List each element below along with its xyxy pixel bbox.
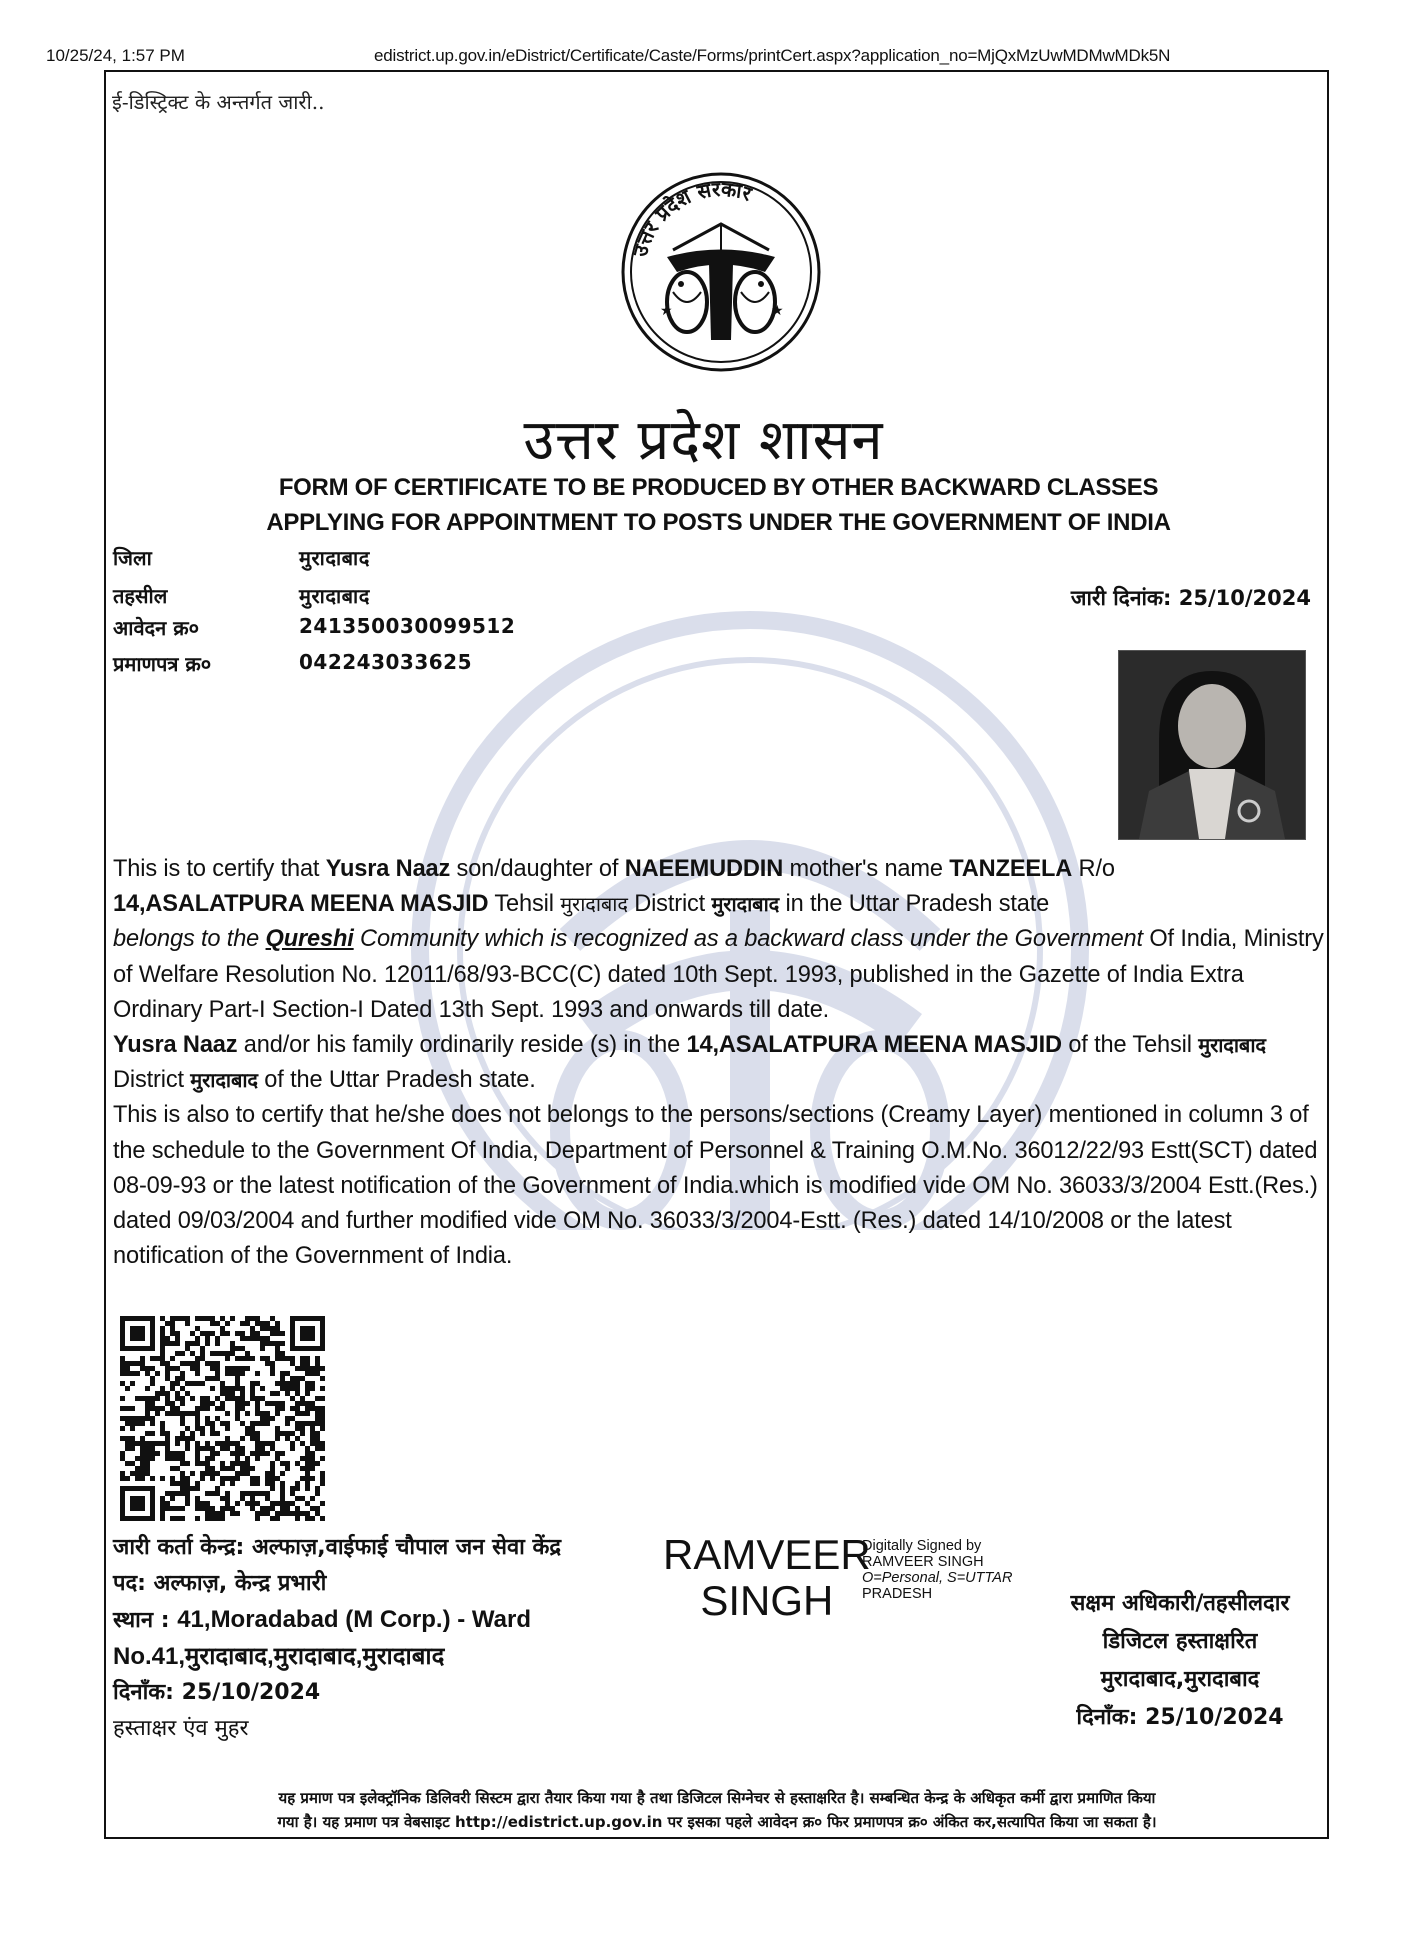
body-paragraph-3: This is also to certify that he/she does not belongs to the persons/sections (Creamy Layer) mentioned in column 3 of the schedule to the Government Of India, Department of Personnel & Training O.M.No. 36012/22/93 Estt(SCT) dated 08-09-93 or the latest notification of the Government of India.which is modified vide OM No. 36033/3/2004 Estt.(Res.) dated 09/03/2004 and further modified vide OM No. 36033/3/2004-Estt. (Res.) dated 14/10/2008 or the latest notification of the Government of India. xyxy=(113,1102,1318,1270)
issuer-date: दिनाँक: 25/10/2024 xyxy=(113,1680,321,1705)
district-label: जिला xyxy=(113,546,152,570)
footer-note: यह प्रमाण पत्र इलेक्ट्रॉनिक डिलिवरी सिस्टम द्वारा तैयार किया गया है तथा डिजिटल सिग्नेचर से हस्ताक्षरित है। सम्बन्धित केन्द्र के अधिकृत कर्मी द्वारा प्रमाणित किया गया है। यह प्रमाण पत्र वेबसाइट http://edistrict.up.gov.in पर इसका पहले आवेदन क्र० फिर प्रमाणपत्र क्र० अंकित कर,सत्यापित किया जा सकता है। xyxy=(277,1789,1157,1831)
digital-signature-name: RAMVEER SINGH xyxy=(663,1531,871,1624)
emblem-lettering: उत्तर प्रदेश सरकार xyxy=(627,176,755,260)
body-tehsil: मुरादाबाद xyxy=(560,892,628,917)
svg-text:★: ★ xyxy=(771,302,784,318)
officer-place: मुरादाबाद,मुरादाबाद xyxy=(1100,1667,1260,1692)
up-emblem-icon xyxy=(615,172,827,372)
applicant-photo-icon xyxy=(1118,650,1306,840)
community-name: Qureshi xyxy=(265,926,354,953)
issue-date-label: जारी दिनांक: xyxy=(1070,586,1172,610)
body-paragraph-2: Yusra Naaz and/or his family ordinarily reside (s) in the 14,ASALATPURA MEENA MASJID of the Tehsil मुरादाबाद District मुरादाबाद of the Uttar Pradesh state. xyxy=(113,1032,1266,1094)
officer-title: सक्षम अधिकारी/तहसीलदार xyxy=(1070,1591,1290,1616)
mother-name: TANZEELA xyxy=(949,856,1073,882)
qr-code-icon[interactable] xyxy=(120,1316,325,1521)
application-no-value: 241350030099512 xyxy=(299,614,516,638)
issuer-place: स्थान : 41,Moradabad (M Corp.) - Ward xyxy=(113,1606,531,1633)
issued-under-text: ई-डिस्ट्रिक्ट के अन्तर्गत जारी.. xyxy=(112,90,325,114)
applicant-name: Yusra Naaz xyxy=(325,856,451,882)
print-datetime: 10/25/24, 1:57 PM xyxy=(46,46,185,65)
form-title-line1: FORM OF CERTIFICATE TO BE PRODUCED BY OTHER BACKWARD CLASSES xyxy=(278,474,1159,501)
applicant-address: 14,ASALATPURA MEENA MASJID xyxy=(113,891,489,918)
issue-date xyxy=(1071,584,1311,612)
issuer-post: पद: अल्फाज़, केन्द्र प्रभारी xyxy=(113,1571,327,1596)
district-value: मुरादाबाद xyxy=(299,546,370,570)
issuer-block xyxy=(113,1530,561,1747)
issuer-place-line2: No.41,मुरादाबाद,मुरादाबाद,मुरादाबाद xyxy=(113,1643,445,1670)
body-paragraph-1: This is to certify that Yusra Naaz son/daughter of NAEEMUDDIN mother's name TANZEELA R/o 14,ASALATPURA MEENA MASJID Tehsil मुरादाबाद District मुरादाबाद in the Uttar Pradesh state belongs to the Qureshi Community which is recognized as a backward class under the Government Of India, Ministry of Welfare Resolution No. 12011/68/93-BCC(C) dated 10th Sept. 1993, published in the Gazette of India Extra Ordinary Part-I Section-I Dated 13th Sept. 1993 and onwards till date. xyxy=(113,856,1324,1023)
hindi-title: उत्तर प्रदेश शासन xyxy=(523,408,884,473)
tehsil-label: तहसील xyxy=(113,584,168,608)
application-no-label: आवेदन क्र० xyxy=(113,616,200,640)
print-header xyxy=(0,46,1407,68)
tehsil-value: मुरादाबाद xyxy=(299,584,370,608)
certificate-no-label: प्रमाणपत्र क्र० xyxy=(113,652,212,676)
svg-text:★: ★ xyxy=(660,302,673,318)
applicant-address-2: 14,ASALATPURA MEENA MASJID xyxy=(686,1032,1062,1059)
signature-and-seal: हस्ताक्षर एंव मुहर xyxy=(113,1716,249,1741)
officer-block xyxy=(1040,1585,1320,1737)
print-url: edistrict.up.gov.in/eDistrict/Certificate/Caste/Forms/printCert.aspx?application_no=MjQxMzUwMDMwMDk5N xyxy=(374,46,1171,65)
svg-text:उत्तर प्रदेश सरकार xyxy=(628,176,756,260)
body-district: मुरादाबाद xyxy=(711,892,780,917)
father-name: NAEEMUDDIN xyxy=(624,856,784,882)
issue-date-value: 25/10/2024 xyxy=(1178,586,1311,610)
officer-date: दिनाँक: 25/10/2024 xyxy=(1076,1705,1284,1730)
digital-signature-details: Digitally Signed by RAMVEER SINGH O=Personal, S=UTTAR PRADESH xyxy=(862,1538,1013,1602)
applicant-name-2: Yusra Naaz xyxy=(113,1032,238,1059)
certificate-body xyxy=(113,852,1328,1274)
issuing-center: जारी कर्ता केन्द्र: अल्फाज़,वाईफाई चौपाल जन सेवा केंद्र xyxy=(113,1535,562,1560)
form-title-line2: APPLYING FOR APPOINTMENT TO POSTS UNDER THE GOVERNMENT OF INDIA xyxy=(266,509,1171,536)
officer-signed: डिजिटल हस्ताक्षरित xyxy=(1102,1629,1258,1654)
certificate-no-value: 042243033625 xyxy=(299,650,472,674)
